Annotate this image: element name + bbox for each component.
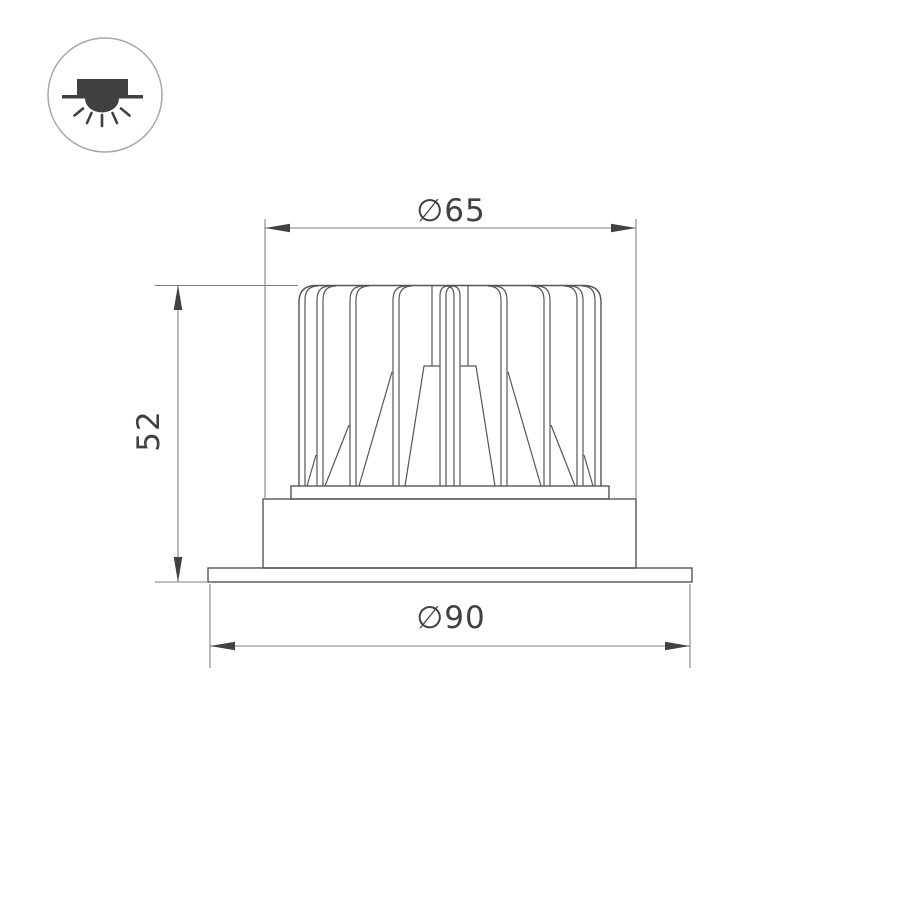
dimension-bottom-diameter [210, 584, 690, 668]
trim-flange [208, 568, 692, 582]
reflector-cone [405, 366, 495, 486]
ceiling-line-icon [62, 95, 143, 99]
dimension-label-height: 52 [131, 410, 167, 452]
arrow-left-icon [210, 642, 235, 651]
arrow-right-icon [665, 642, 690, 651]
extension-lines-height [155, 286, 298, 583]
arrow-left-icon [265, 224, 290, 233]
led-base-plate [291, 486, 609, 499]
lamp-body [263, 499, 636, 568]
arrow-right-icon [611, 224, 636, 233]
heatsink-core-lines [432, 286, 468, 366]
arrow-up-icon [174, 285, 183, 310]
downlight-front-view [208, 286, 692, 583]
extension-lines-top [265, 219, 636, 498]
recessed-light-icon [48, 38, 162, 152]
dimension-height [131, 285, 298, 582]
dimension-label-top-diameter: ∅65 [416, 193, 486, 229]
arrow-down-icon [174, 557, 183, 582]
lamp-dome-icon [85, 99, 119, 113]
dimension-top-diameter [265, 193, 636, 498]
lamp-housing-icon [77, 79, 128, 95]
icon-glyph [62, 79, 143, 113]
heatsink-outline [299, 286, 601, 487]
dimension-label-bottom-diameter: ∅90 [416, 600, 486, 636]
